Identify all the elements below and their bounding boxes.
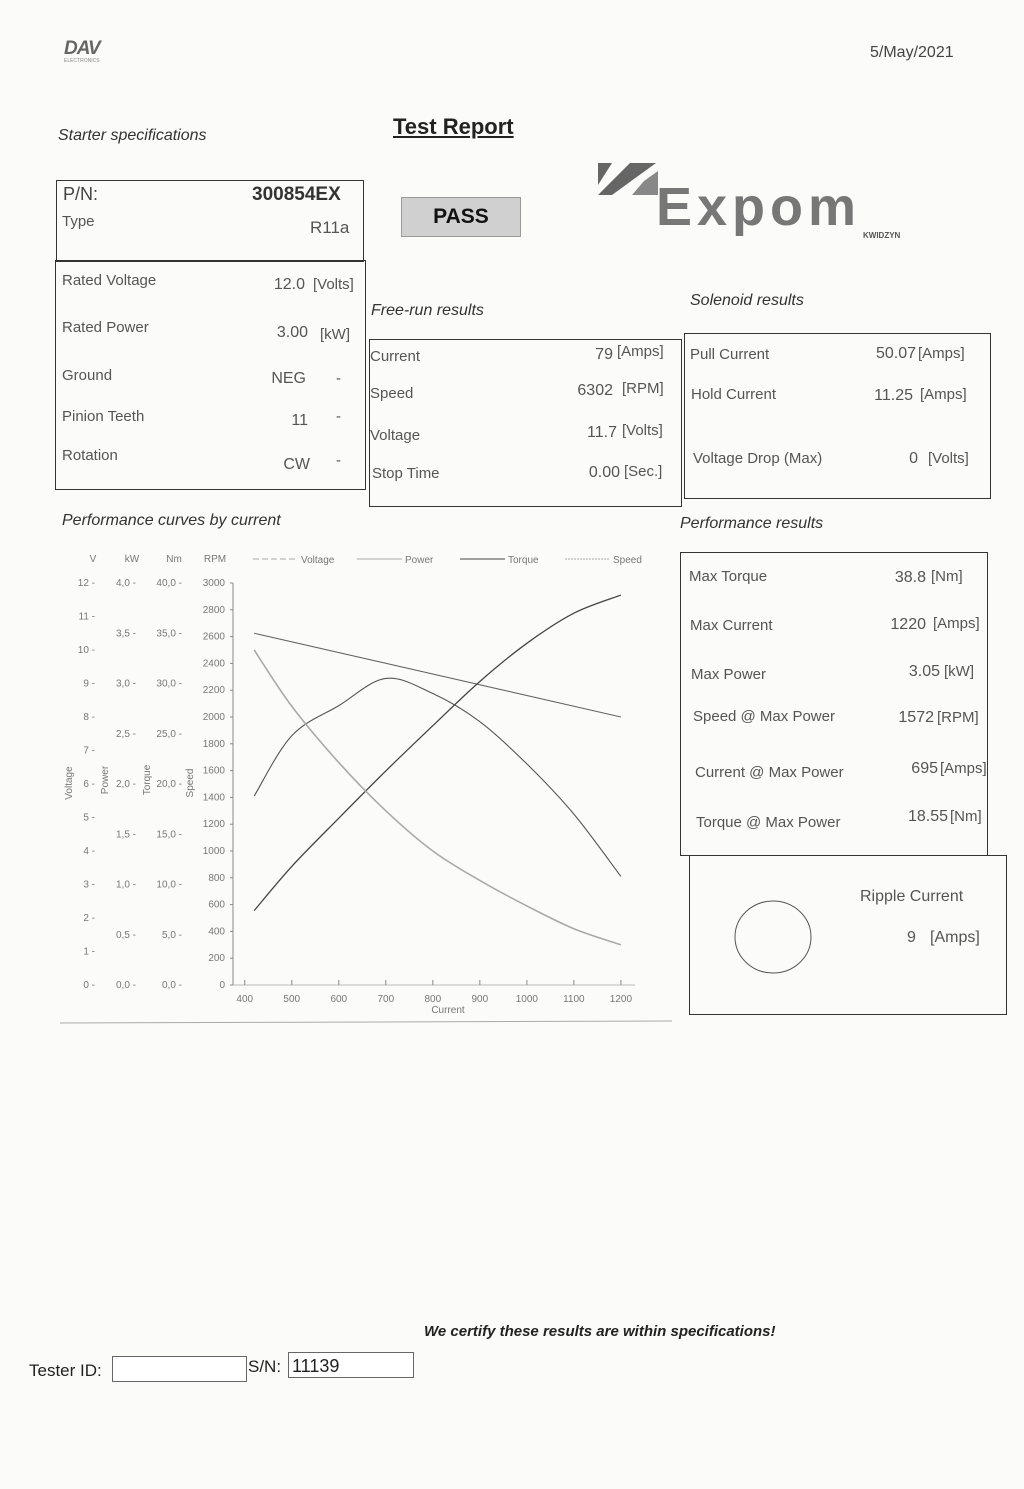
axis-tick-power: 2,5 - — [115, 728, 136, 740]
dav-logo — [64, 38, 124, 80]
axis-tick-voltage: 1 - — [83, 946, 95, 958]
axis-tick-voltage: 10 - — [77, 645, 95, 656]
sn-field[interactable]: 11139 — [288, 1352, 414, 1378]
axis-tick-torque: 5,0 - — [161, 929, 182, 941]
axis-tick-power: 0,0 - — [115, 980, 136, 991]
axis-tick-speed: 2800 — [202, 604, 225, 616]
hold-current-unit: [Amps] — [920, 386, 967, 403]
performance-chart-svg — [60, 545, 675, 1025]
rotation-value: CW — [283, 456, 310, 473]
axis-tick-speed: 2400 — [202, 658, 225, 670]
axis-tick-voltage: 7 - — [83, 745, 95, 757]
rated-voltage-value: 12.0 — [273, 276, 305, 293]
chart-bottom-rule — [60, 1021, 672, 1023]
x-tick-label: 1200 — [609, 994, 633, 1005]
performance-title: Performance results — [680, 515, 824, 532]
axis-tick-power: 2,0 - — [115, 779, 136, 790]
axis-tick-voltage: 8 - — [83, 712, 95, 723]
axis-tick-speed: 3000 — [202, 578, 225, 589]
tester-id-field[interactable] — [112, 1356, 247, 1382]
freerun-current-label: Current — [370, 348, 421, 365]
pinion-teeth-value: 11 — [291, 412, 308, 429]
axis-tick-speed: 400 — [208, 926, 225, 938]
voltage-drop-value: 0 — [909, 450, 918, 467]
pinion-teeth-label: Pinion Teeth — [62, 408, 145, 425]
rated-voltage-unit: [Volts] — [313, 276, 354, 293]
hold-current-label: Hold Current — [691, 386, 777, 403]
x-axis-label: Current — [431, 1005, 465, 1016]
rated-power-unit: [kW] — [320, 326, 350, 343]
expom-brand: Expom — [656, 177, 862, 237]
freerun-speed-value: 6302 — [577, 382, 613, 399]
x-tick-label: 400 — [236, 994, 254, 1005]
series-line-torque — [254, 595, 621, 911]
freerun-current-unit: [Amps] — [617, 343, 664, 360]
freerun-voltage-value: 11.7 — [587, 424, 617, 441]
max-current-value: 1220 — [890, 616, 926, 633]
legend-label-power: Power — [405, 555, 434, 566]
max-current-unit: [Amps] — [933, 615, 980, 632]
axis-tick-torque: 35,0 - — [156, 628, 182, 640]
speed-max-power-value: 1572 — [898, 709, 934, 726]
axis-tick-speed: 2200 — [202, 685, 225, 697]
series-line-speed — [254, 650, 621, 945]
axis-tick-torque: 15,0 - — [156, 829, 182, 841]
x-tick-label: 900 — [471, 994, 489, 1005]
pn-label: P/N: — [63, 184, 99, 204]
type-value: R11a — [310, 218, 350, 237]
rated-voltage-label: Rated Voltage — [62, 272, 157, 289]
certify-text: We certify these results are within specifications! — [424, 1323, 776, 1340]
current-max-power-label: Current @ Max Power — [695, 764, 844, 781]
expom-sub: KWIDZYN — [863, 231, 901, 240]
axis-unit-kw: kW — [124, 554, 140, 565]
axis-tick-speed: 2600 — [202, 631, 225, 643]
axis-tick-torque: 30,0 - — [156, 678, 182, 690]
ripple-unit: [Amps] — [930, 929, 980, 946]
axis-tick-voltage: 9 - — [83, 678, 95, 690]
rated-power-label: Rated Power — [62, 319, 149, 336]
axis-tick-speed: 600 — [208, 899, 225, 911]
axis-tick-speed: 1400 — [202, 792, 225, 804]
torque-max-power-value: 18.55 — [907, 808, 948, 825]
solenoid-title: Solenoid results — [690, 292, 804, 309]
axis-tick-power: 4,0 - — [115, 578, 136, 589]
torque-max-power-label: Torque @ Max Power — [696, 814, 841, 831]
pull-current-value: 50.07 — [875, 345, 916, 362]
current-max-power-unit: [Amps] — [940, 760, 987, 777]
axis-tick-voltage: 3 - — [83, 879, 95, 891]
x-tick-label: 800 — [424, 994, 442, 1005]
freerun-voltage-label: Voltage — [370, 427, 421, 444]
axis-tick-voltage: 0 - — [83, 980, 95, 991]
x-tick-label: 1000 — [515, 994, 538, 1005]
axis-tick-voltage: 11 - — [78, 611, 95, 623]
axis-tick-power: 1,5 - — [115, 829, 136, 841]
type-label: Type — [62, 213, 95, 230]
pn-value: 300854EX — [252, 184, 341, 205]
freerun-title: Free-run results — [371, 302, 484, 319]
voltage-drop-unit: [Volts] — [928, 450, 969, 467]
series-line-voltage — [254, 633, 621, 717]
dav-logo-sub: ELECTRONICS — [64, 58, 100, 64]
freerun-stoptime-unit: [Sec.] — [624, 463, 663, 480]
axis-tick-voltage: 12 - — [77, 578, 95, 589]
legend-label-speed: Speed — [613, 555, 642, 566]
axis-tick-speed: 2000 — [202, 712, 225, 723]
ground-value: NEG — [271, 370, 306, 387]
rated-power-value: 3.00 — [276, 324, 308, 341]
speed-max-power-label: Speed @ Max Power — [693, 708, 835, 725]
max-current-label: Max Current — [690, 617, 773, 634]
chart-title: Performance curves by current — [62, 512, 281, 529]
axis-tick-torque: 0,0 - — [161, 980, 182, 991]
pinion-teeth-unit: - — [336, 408, 341, 425]
pass-badge: PASS — [401, 197, 521, 237]
legend-label-torque: Torque — [508, 555, 539, 566]
axis-tick-speed: 0 — [219, 980, 225, 991]
legend-label-voltage: Voltage — [301, 555, 335, 566]
hold-current-value: 11.25 — [874, 387, 913, 404]
ripple-waveform-icon — [730, 897, 816, 977]
current-max-power-value: 695 — [911, 760, 938, 777]
axis-name-power: Power — [100, 765, 111, 795]
pull-current-label: Pull Current — [690, 346, 770, 363]
ripple-value: 9 — [907, 929, 916, 946]
freerun-speed-unit: [RPM] — [622, 380, 664, 397]
freerun-speed-label: Speed — [370, 385, 414, 402]
expom-logo — [598, 163, 938, 245]
axis-tick-torque: 25,0 - — [156, 728, 182, 740]
axis-name-torque: Torque — [142, 764, 153, 796]
pull-current-unit: [Amps] — [918, 345, 965, 362]
axis-tick-speed: 1000 — [202, 846, 225, 857]
rotation-label: Rotation — [62, 447, 118, 464]
axis-unit-nm: Nm — [166, 554, 182, 565]
max-torque-value: 38.8 — [894, 569, 926, 586]
ground-label: Ground — [62, 367, 113, 384]
report-date: 5/May/2021 — [870, 44, 954, 61]
axis-tick-speed: 200 — [208, 953, 225, 965]
tester-id-label: Tester ID: — [29, 1361, 102, 1380]
axis-tick-torque: 40,0 - — [156, 578, 182, 589]
x-tick-label: 500 — [283, 994, 301, 1005]
axis-name-speed: Speed — [185, 768, 196, 798]
x-tick-label: 1100 — [563, 994, 585, 1005]
x-tick-label: 700 — [377, 994, 395, 1005]
max-torque-label: Max Torque — [689, 568, 768, 585]
speed-max-power-unit: [RPM] — [937, 709, 979, 726]
dav-logo-text: DAV — [64, 38, 100, 59]
expom-mark-icon — [598, 163, 660, 203]
axis-tick-speed: 1600 — [202, 765, 225, 777]
torque-max-power-unit: [Nm] — [950, 808, 982, 825]
axis-tick-torque: 20,0 - — [156, 779, 182, 790]
axis-tick-power: 3,5 - — [115, 628, 136, 640]
performance-chart — [60, 545, 675, 1025]
axis-unit-rpm: RPM — [203, 554, 227, 565]
max-torque-unit: [Nm] — [931, 568, 963, 585]
axis-tick-voltage: 4 - — [83, 846, 95, 857]
axis-tick-speed: 1200 — [202, 819, 225, 831]
freerun-stoptime-label: Stop Time — [372, 465, 440, 482]
freerun-stoptime-value: 0.00 — [588, 464, 620, 481]
axis-name-voltage: Voltage — [64, 766, 75, 800]
axis-tick-power: 0,5 - — [115, 929, 136, 941]
freerun-current-value: 79 — [595, 346, 613, 363]
axis-unit-v: V — [89, 554, 97, 565]
x-tick-label: 600 — [330, 994, 348, 1005]
max-power-value: 3.05 — [908, 663, 940, 680]
axis-tick-voltage: 2 - — [83, 913, 95, 924]
axis-tick-voltage: 5 - — [83, 812, 95, 824]
rotation-unit: - — [336, 452, 341, 469]
axis-tick-speed: 1800 — [202, 738, 225, 750]
ripple-label: Ripple Current — [860, 888, 964, 905]
axis-tick-power: 3,0 - — [115, 678, 136, 690]
page-title: Test Report — [393, 114, 514, 139]
axis-tick-power: 1,0 - — [115, 879, 136, 891]
ground-unit: - — [336, 370, 341, 387]
axis-tick-voltage: 6 - — [83, 779, 95, 790]
max-power-label: Max Power — [691, 666, 767, 683]
max-power-unit: [kW] — [944, 663, 974, 680]
starter-title: Starter specifications — [58, 127, 207, 144]
freerun-voltage-unit: [Volts] — [622, 422, 663, 439]
sn-label: S/N: — [248, 1357, 282, 1376]
voltage-drop-label: Voltage Drop (Max) — [693, 450, 823, 467]
axis-tick-torque: 10,0 - — [156, 879, 182, 891]
axis-tick-speed: 800 — [208, 872, 225, 884]
series-line-power — [254, 678, 621, 876]
